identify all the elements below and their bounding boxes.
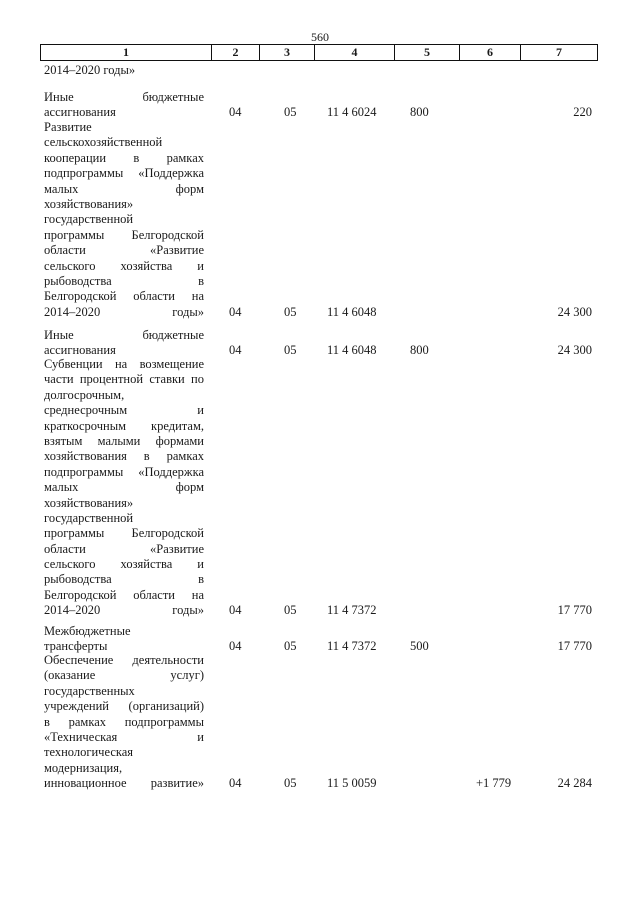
row-description <box>44 653 204 792</box>
cell-col-7: 17 770 <box>557 603 592 618</box>
header-col-6: 6 <box>459 45 520 60</box>
header-col-4: 4 <box>314 45 394 60</box>
description-line: в рамках подпрограммы <box>44 714 204 729</box>
description-line: хозяйствования» <box>44 495 134 510</box>
description-line: взятым малыми формами <box>44 433 204 448</box>
cell-col-7: 24 300 <box>557 304 592 319</box>
cell-col-3: 05 <box>284 105 297 120</box>
description-line: государственной <box>44 212 134 227</box>
description-line: Иные бюджетные <box>44 328 204 342</box>
description-line: подпрограммы «Поддержка <box>44 166 204 181</box>
continued-text: 2014–2020 годы» <box>44 63 136 77</box>
cell-col-2: 04 <box>229 304 242 319</box>
description-line: 2014–2020 годы» <box>44 304 204 319</box>
cell-col-4: 11 4 7372 <box>327 639 377 654</box>
description-line: краткосрочным кредитам, <box>44 418 204 433</box>
description-line: государственной <box>44 510 134 525</box>
description-line: Обеспечение деятельности <box>44 653 204 667</box>
cell-col-7: 17 770 <box>557 639 592 654</box>
table-header <box>40 44 598 61</box>
page-number: 560 <box>311 30 329 44</box>
cell-col-6: +1 779 <box>476 776 512 791</box>
description-line: сельского хозяйства и <box>44 557 204 572</box>
description-line: (оказание услуг) <box>44 668 204 683</box>
cell-col-3: 05 <box>284 304 297 319</box>
cell-col-3: 05 <box>284 343 297 358</box>
cell-col-7: 24 284 <box>557 776 592 791</box>
description-line: Развитие <box>44 120 92 134</box>
description-line: рыбоводства в <box>44 273 204 288</box>
cell-col-3: 05 <box>284 776 297 791</box>
cell-col-4: 11 4 6024 <box>327 105 377 120</box>
header-col-1: 1 <box>123 45 129 59</box>
description-line: Белгородской области на <box>44 587 204 602</box>
description-line: технологическая <box>44 745 134 760</box>
description-line: инновационное развитие» <box>44 776 204 791</box>
description-line: «Техническая и <box>44 729 204 744</box>
cell-col-4: 11 5 0059 <box>327 776 377 791</box>
cell-col-7: 220 <box>573 105 592 120</box>
description-line: рыбоводства в <box>44 572 204 587</box>
row-description <box>44 328 204 359</box>
cell-col-3: 05 <box>284 603 297 618</box>
description-line: модернизация, <box>44 760 123 775</box>
cell-col-5: 800 <box>410 343 429 358</box>
description-line: программы Белгородской <box>44 227 204 242</box>
description-line: части процентной ставки по <box>44 372 204 387</box>
description-line: сельского хозяйства и <box>44 258 204 273</box>
description-line: государственных <box>44 683 135 698</box>
description-line: программы Белгородской <box>44 526 204 541</box>
header-col-7: 7 <box>520 45 597 60</box>
header-col-3: 3 <box>259 45 314 60</box>
cell-col-2: 04 <box>229 603 242 618</box>
description-line: долгосрочным, <box>44 387 125 402</box>
description-line: учреждений (организаций) <box>44 699 204 714</box>
description-line: кооперации в рамках <box>44 150 204 165</box>
description-line: 2014–2020 годы» <box>44 603 204 618</box>
description-line: сельскохозяйственной <box>44 135 163 150</box>
cell-col-2: 04 <box>229 639 242 654</box>
description-line: Белгородской области на <box>44 289 204 304</box>
cell-col-4: 11 4 6048 <box>327 304 377 319</box>
description-line: Иные бюджетные <box>44 90 204 104</box>
description-line: малых форм <box>44 181 204 196</box>
description-line: среднесрочным и <box>44 403 204 418</box>
header-col-2: 2 <box>211 45 259 60</box>
description-line: Субвенции на возмещение <box>44 357 204 371</box>
cell-col-2: 04 <box>229 343 242 358</box>
cell-col-3: 05 <box>284 639 297 654</box>
description-line: ассигнования <box>44 343 116 358</box>
description-line: подпрограммы «Поддержка <box>44 464 204 479</box>
cell-col-5: 800 <box>410 105 429 120</box>
description-line: ассигнования <box>44 105 116 120</box>
cell-col-7: 24 300 <box>557 343 592 358</box>
cell-col-2: 04 <box>229 105 242 120</box>
row-description <box>44 90 204 121</box>
cell-col-5: 500 <box>410 639 429 654</box>
cell-col-4: 11 4 6048 <box>327 343 377 358</box>
description-line: хозяйствования в рамках <box>44 449 204 464</box>
description-line: малых форм <box>44 480 204 495</box>
description-line: области «Развитие <box>44 243 204 258</box>
row-description <box>44 624 204 655</box>
description-line: хозяйствования» <box>44 196 134 211</box>
description-line: области «Развитие <box>44 541 204 556</box>
row-description <box>44 357 204 619</box>
cell-col-2: 04 <box>229 776 242 791</box>
row-description <box>44 120 204 320</box>
header-col-5: 5 <box>394 45 459 60</box>
cell-col-4: 11 4 7372 <box>327 603 377 618</box>
description-line: Межбюджетные <box>44 624 131 638</box>
description-line: трансферты <box>44 639 108 654</box>
